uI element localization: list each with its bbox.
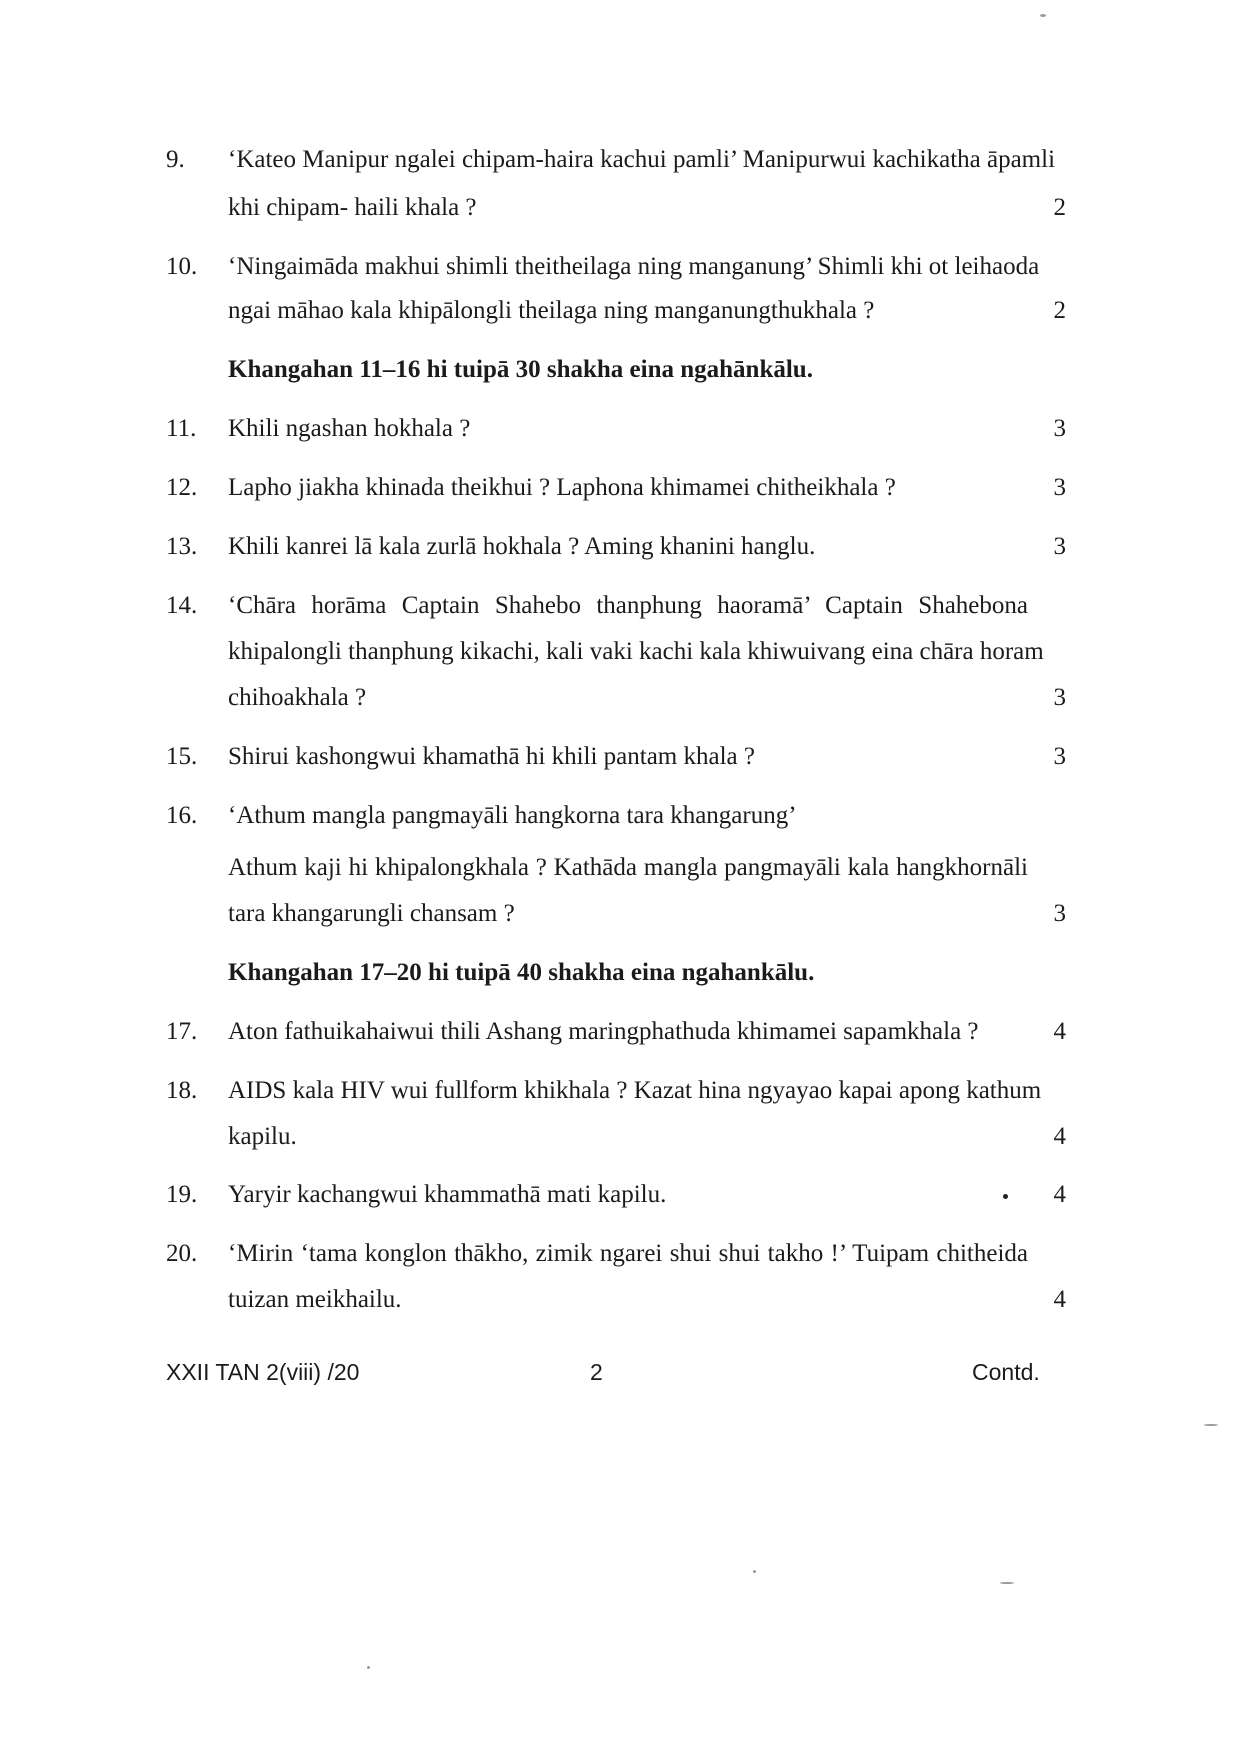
- question-text-line: khipalongli thanphung kikachi, kali vaki kachi kala khiwuivang eina chāra horam: [228, 638, 1044, 665]
- question-marks: 4: [1053, 1286, 1066, 1313]
- question-marks: 3: [1053, 743, 1066, 770]
- question-number: 20.: [166, 1240, 198, 1267]
- continued-label: Contd.: [972, 1359, 1040, 1385]
- scan-speck: [753, 1570, 756, 1573]
- question-text-line: ‘Mirin ‘tama konglon thākho, zimik ngarei shui shui takho !’ Tuipam chitheida: [228, 1240, 1028, 1267]
- question-marks: 4: [1053, 1018, 1066, 1045]
- question-number: 9.: [166, 146, 185, 173]
- question-text-line: ‘Athum mangla pangmayāli hangkorna tara khangarung’: [228, 802, 797, 829]
- scan-speck: [1204, 1424, 1218, 1426]
- bullet-dot: [1003, 1194, 1008, 1199]
- page-number: 2: [590, 1359, 603, 1385]
- question-text-line: Aton fathuikahaiwui thili Ashang maringphathuda khimamei sapamkhala ?: [228, 1018, 979, 1045]
- question-marks: 3: [1053, 533, 1066, 560]
- scan-speck: [1000, 1582, 1014, 1584]
- question-text-line: Khili kanrei lā kala zurlā hokhala ? Aming khanini hanglu.: [228, 533, 816, 560]
- question-marks: 3: [1053, 415, 1066, 442]
- question-marks: 3: [1053, 684, 1066, 711]
- question-text-line: tara khangarungli chansam ?: [228, 900, 515, 927]
- question-text-line: ‘Kateo Manipur ngalei chipam-haira kachui pamli’ Manipurwui kachikatha āpamli: [228, 146, 1056, 173]
- question-text-line: Athum kaji hi khipalongkhala ? Kathāda mangla pangmayāli kala hangkhornāli: [228, 854, 1028, 881]
- question-text-line: Yaryir kachangwui khammathā mati kapilu.: [228, 1181, 667, 1208]
- question-text-line: ‘Chāra horāma Captain Shahebo thanphung haoramā’ Captain Shahebona: [228, 592, 1028, 619]
- question-marks: 3: [1053, 900, 1066, 927]
- question-text-line: Shirui kashongwui khamathā hi khili pantam khala ?: [228, 743, 755, 770]
- question-text-line: tuizan meikhailu.: [228, 1286, 402, 1313]
- question-number: 13.: [166, 533, 198, 560]
- question-number: 17.: [166, 1018, 198, 1045]
- scan-speck: [1040, 14, 1046, 17]
- question-number: 11.: [166, 415, 197, 442]
- question-number: 15.: [166, 743, 198, 770]
- question-text-line: ‘Ningaimāda makhui shimli theitheilaga ning manganung’ Shimli khi ot leihaoda: [228, 253, 1040, 280]
- question-marks: 2: [1053, 194, 1066, 221]
- question-number: 14.: [166, 592, 198, 619]
- section-heading: Khangahan 17–20 hi tuipā 40 shakha eina ngahankālu.: [228, 959, 815, 986]
- question-number: 10.: [166, 253, 198, 280]
- question-marks: 2: [1053, 297, 1066, 324]
- question-text-line: Lapho jiakha khinada theikhui ? Laphona khimamei chitheikhala ?: [228, 474, 896, 501]
- question-marks: 4: [1053, 1181, 1066, 1208]
- question-text-line: AIDS kala HIV wui fullform khikhala ? Kazat hina ngyayao kapai apong kathum: [228, 1077, 1042, 1104]
- question-number: 18.: [166, 1077, 198, 1104]
- question-marks: 4: [1053, 1123, 1066, 1150]
- paper-code: XXII TAN 2(viii) /20: [166, 1359, 360, 1385]
- question-marks: 3: [1053, 474, 1066, 501]
- question-text-line: kapilu.: [228, 1123, 297, 1150]
- question-number: 19.: [166, 1181, 198, 1208]
- question-text-line: khi chipam- haili khala ?: [228, 194, 477, 221]
- question-text-line: ngai māhao kala khipālongli theilaga ning manganungthukhala ?: [228, 297, 875, 324]
- question-number: 12.: [166, 474, 198, 501]
- question-text-line: chihoakhala ?: [228, 684, 367, 711]
- scan-speck: [367, 1666, 370, 1669]
- question-number: 16.: [166, 802, 198, 829]
- section-heading: Khangahan 11–16 hi tuipā 30 shakha eina ngahānkālu.: [228, 356, 813, 383]
- question-text-line: Khili ngashan hokhala ?: [228, 415, 471, 442]
